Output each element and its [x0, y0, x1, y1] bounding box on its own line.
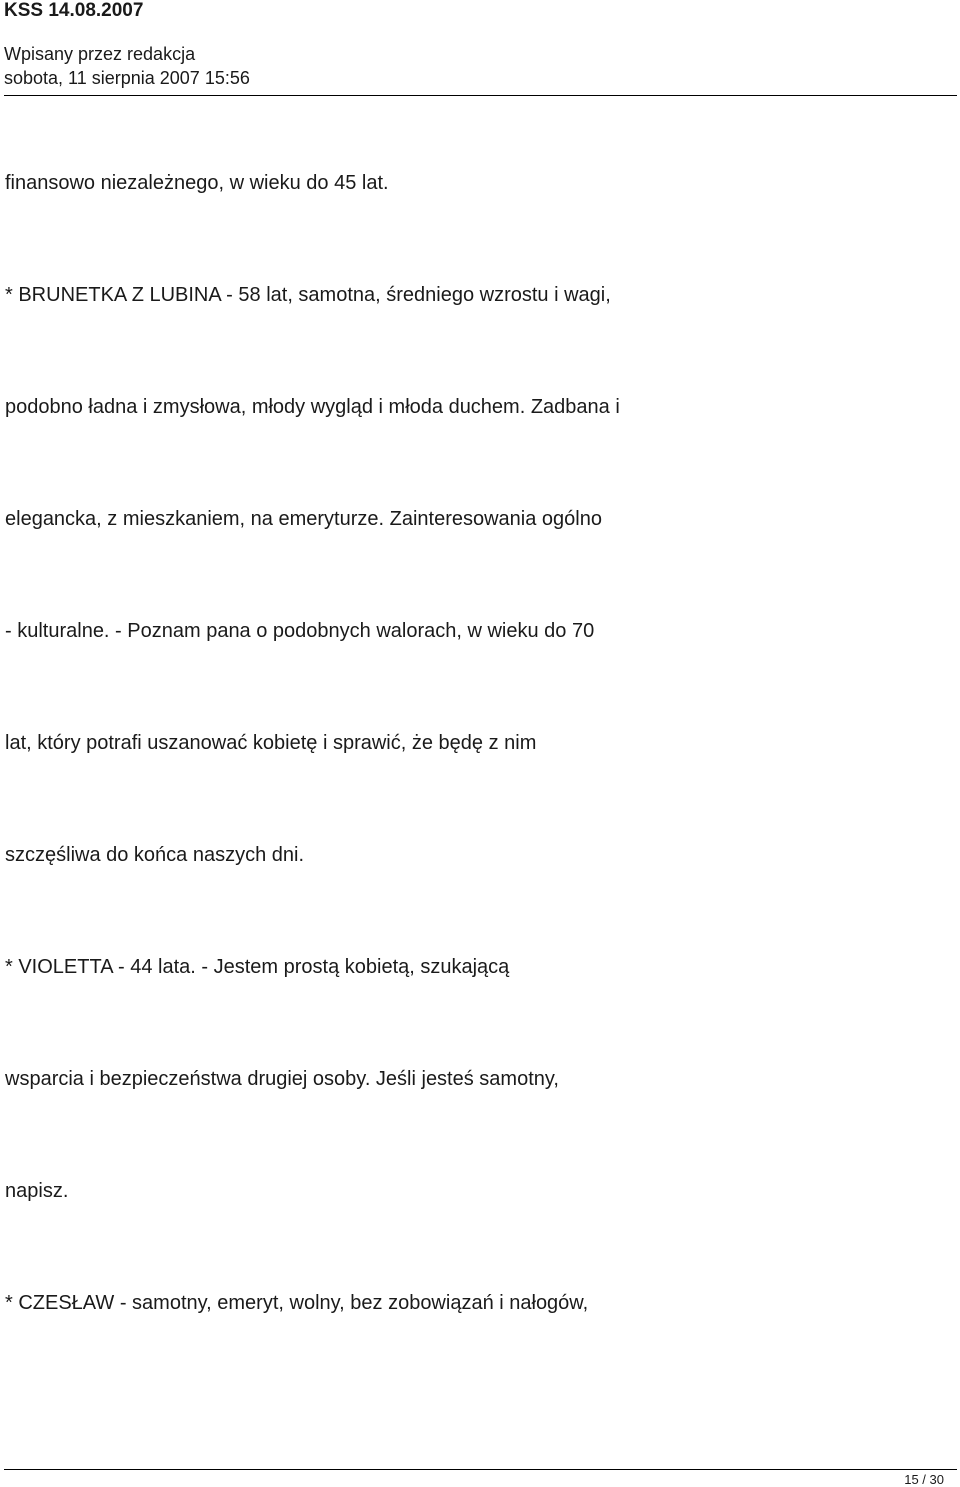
body-line: * CZESŁAW - samotny, emeryt, wolny, bez zobowiązań i nałogów, [5, 1292, 589, 1314]
article-author: Wpisany przez redakcja [4, 44, 196, 64]
body-line: lat, który potrafi uszanować kobietę i sprawić, że będę z nim [5, 732, 537, 754]
body-line: finansowo niezależnego, w wieku do 45 lat. [5, 172, 389, 194]
body-line: - kulturalne. - Poznam pana o podobnych walorach, w wieku do 70 [5, 620, 595, 642]
header-divider [4, 95, 957, 96]
page-number: 15 / 30 [904, 1472, 944, 1487]
article-title: KSS 14.08.2007 [4, 0, 144, 21]
body-line: * VIOLETTA - 44 lata. - Jestem prostą kobietą, szukającą [5, 956, 510, 978]
article-date: sobota, 11 sierpnia 2007 15:56 [4, 68, 250, 88]
body-line: * BRUNETKA Z LUBINA - 58 lat, samotna, średniego wzrostu i wagi, [5, 284, 611, 306]
body-line: elegancka, z mieszkaniem, na emeryturze. Zainteresowania ogólno [5, 508, 602, 530]
body-line: szczęśliwa do końca naszych dni. [5, 844, 305, 866]
body-line: podobno ładna i zmysłowa, młody wygląd i młoda duchem. Zadbana i [5, 396, 620, 418]
body-line: napisz. [5, 1180, 69, 1202]
footer-divider [4, 1469, 957, 1470]
body-line: wsparcia i bezpieczeństwa drugiej osoby. Jeśli jesteś samotny, [5, 1068, 559, 1090]
